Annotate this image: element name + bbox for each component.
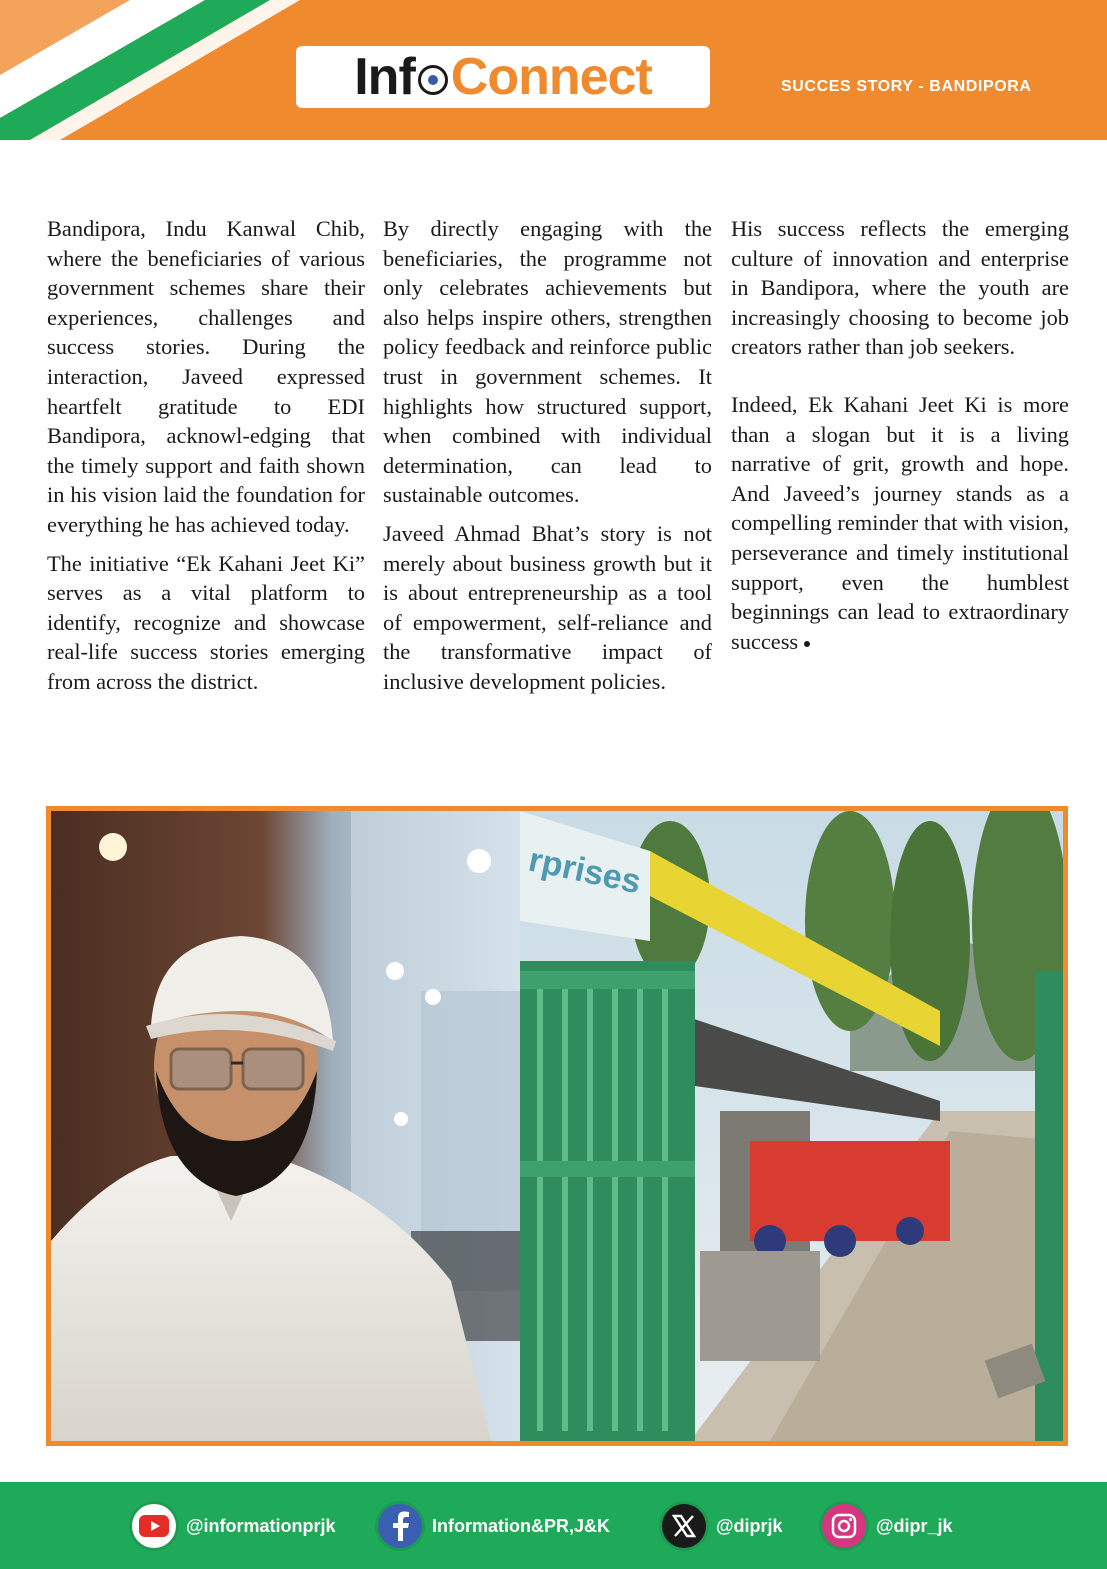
closing-text: Indeed, Ek Kahani Jeet Ki is more than a slogan but it is a living narrative of grit, growth and hope. And Javeed’s journey stands as a compelling reminder that with vision, perseverance and timely institutional support, even the humblest beginnings can lead to extraordinary success xyxy=(731,391,1069,654)
social-youtube[interactable] xyxy=(132,1504,336,1548)
paragraph-final xyxy=(731,390,1069,656)
facebook-icon[interactable] xyxy=(378,1504,422,1548)
section-label: SUCCES STORY - BANDIPORA xyxy=(781,78,1032,95)
storefront-photo-icon xyxy=(520,811,1063,1441)
x-handle[interactable]: @diprjk xyxy=(716,1515,783,1536)
article-column-1 xyxy=(47,214,365,706)
paragraph: The initiative “Ek Kahani Jeet Ki” serves as a vital platform to identify, recognize and showcase real-life success stories emerging from across the district. xyxy=(47,550,365,694)
article-column-2 xyxy=(383,214,712,706)
infoconnect-logo[interactable] xyxy=(296,46,710,108)
youtube-handle[interactable]: @informationprjk xyxy=(186,1515,336,1536)
portrait-photo-icon xyxy=(51,811,520,1441)
paragraph: His success reflects the emerging culture of innovation and enterprise in Bandipora, where the youth are increasingly choosing to become job creators rather than job seekers. xyxy=(731,216,1069,360)
end-mark-icon xyxy=(804,641,810,647)
paragraph: Bandipora, Indu Kanwal Chib, where the beneficiaries of various government schemes share their experiences, challenges and success stories. During the interaction, Javeed expressed heartfelt gratitude to EDI Bandipora, acknowl-edging that the timely support and faith shown in his vision laid the foundation for everything he has achieved today. xyxy=(47,216,365,537)
photo-panel xyxy=(46,806,1068,1446)
logo-emblem-icon xyxy=(418,65,448,95)
social-facebook[interactable] xyxy=(378,1504,610,1548)
youtube-icon[interactable] xyxy=(132,1504,176,1548)
social-x[interactable] xyxy=(662,1504,783,1548)
social-instagram[interactable] xyxy=(822,1504,953,1548)
paragraph: By directly engaging with the beneficiaries, the programme not only celebrates achievements but also helps inspire others, strengthen policy feedback and reinforce public trust in government schemes. It highlights how structured support, when combined with individual determination, can lead to sustainable outcomes. xyxy=(383,216,712,508)
x-icon[interactable] xyxy=(662,1504,706,1548)
instagram-icon[interactable] xyxy=(822,1504,866,1548)
logo-text-inf: Inf xyxy=(354,48,415,106)
tricolor-stripes xyxy=(0,0,300,140)
instagram-handle[interactable]: @dipr_jk xyxy=(876,1515,953,1536)
paragraph: Javeed Ahmad Bhat’s story is not merely about business growth but it is about entrepreneurship as a tool of empowerment, self-reliance and the transformative impact of inclusive development policies. xyxy=(383,520,712,694)
facebook-handle[interactable]: Information&PR,J&K xyxy=(432,1515,611,1536)
page-footer xyxy=(0,1482,1107,1569)
logo-text-connect: Connect xyxy=(450,48,652,106)
page-header xyxy=(0,0,1107,140)
article-column-3 xyxy=(731,214,1069,665)
signboard-text: rprises xyxy=(525,840,645,902)
